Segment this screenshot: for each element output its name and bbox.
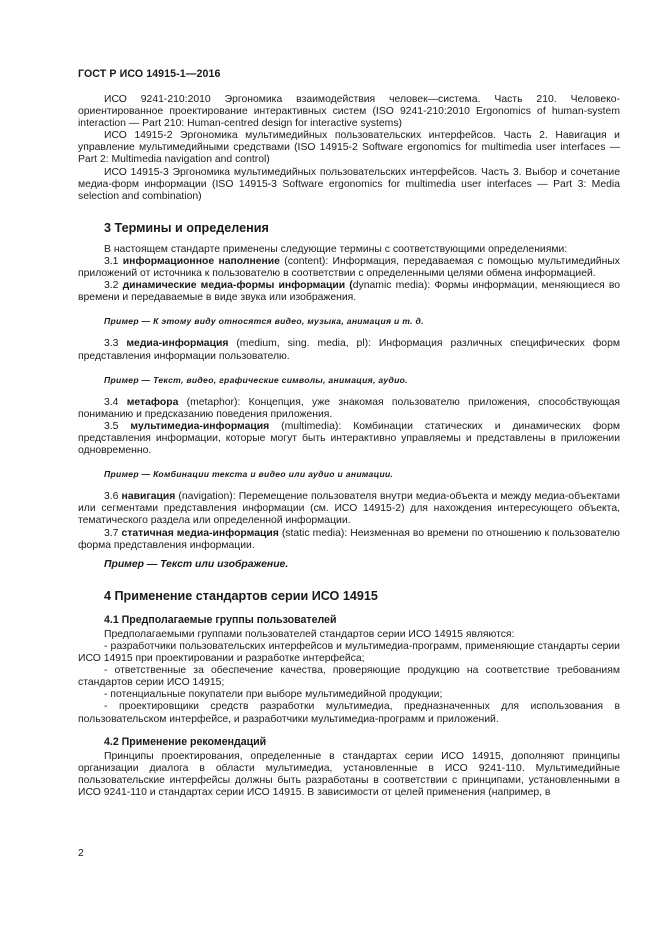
term-3-3: [78, 338, 620, 362]
section-4-heading: 4 Применение стандартов серии ИСО 14915: [104, 588, 378, 603]
term-definition: dynamic media): Формы информации, меняющиеся во времени и передаваемые в виде звука или изображения.: [78, 280, 621, 304]
term-definition: (metaphor): Концепция, уже знакомая пользователю приложения, способствующая пониманию и предсказанию поведения приложения.: [78, 396, 620, 420]
term-definition: (static media): Неизменная во времени по отношению к пользователю форма представления информации.: [78, 527, 620, 551]
list-item: - разработчики пользовательских интерфейсов и мультимедиа-программ, применяющие стандарты серии ИСО 14915 при проектировании и разработке интерфейса;: [78, 641, 620, 665]
reference-iso-14915-3: ИСО 14915-3 Эргономика мультимедийных пользовательских интерфейсов. Часть 3. Выбор и сочетание медиа-форм информации (ISO 14915-3 Software ergonomics for multimedia user interfaces — Part 3: Media selection and combination): [78, 166, 620, 202]
term-3-2: [78, 280, 620, 304]
term-name: динамические медиа-формы информации (: [122, 280, 353, 292]
term-name: медиа-информация: [126, 338, 229, 350]
list-item: - потенциальные покупатели при выборе мультимедийной продукции;: [104, 689, 443, 701]
term-definition: (multimedia): Комбинации статических и динамических форм представления информации, которые могут быть интерактивно управляемы и представлены в приложении одновременно.: [78, 420, 620, 457]
section-3-heading: 3 Термины и определения: [104, 220, 269, 235]
standard-header: ГОСТ Р ИСО 14915-1—2016: [78, 68, 221, 80]
term-3-7: [78, 528, 620, 552]
term-definition: (content): Информация, передаваемая с помощью мультимедийных приложений от источника к пользователю в соответствии с определенными целями обмена информацией.: [78, 255, 620, 280]
term-3-1: [78, 256, 620, 280]
term-3-4: [78, 397, 620, 421]
list-item: - проектировщики средств разработки мультимедиа, предназначенных для использования в пользовательском интерфейсе, и разработчики мультимедиа-программ и приложений.: [78, 701, 620, 725]
term-name: мультимедиа-информация: [130, 420, 270, 432]
term-name: статичная медиа-информация: [121, 527, 279, 539]
list-item: - ответственные за обеспечение качества, проверяющие продукцию на соответствие требованиям стандартов серии ИСО 14915;: [78, 665, 620, 689]
term-number: 3.5: [104, 420, 131, 432]
subsection-4-1-intro: Предполагаемыми группами пользователей стандартов серии ИСО 14915 являются:: [104, 628, 515, 640]
subsection-4-2-text: Принципы проектирования, определенные в стандартах серии ИСО 14915, дополняют принципы организации диалога в области мультимедиа, установленные в ИСО 9241-110. Мультимедийные пользовательские интерфейсы должны быть разработаны в соответствии с принципами, установленными в ИСО 9241-110 и стандартах серии ИСО 14915. В зависимости от целей применения (например, в: [78, 750, 620, 799]
term-number: 3.6: [104, 491, 122, 503]
reference-iso-9241-210: ИСО 9241-210:2010 Эргономика взаимодействия человек—система. Часть 210. Человеко-ориентированное проектирование интерактивных систем (ISO 9241-210:2010 Ergonomics of human-system interaction — Part 210: Human-centred design for interactive systems): [78, 94, 620, 130]
term-name: навигация: [121, 491, 176, 503]
example-3-5: Пример — Комбинации текста и видео или аудио и анимации.: [104, 469, 394, 480]
term-number: 3.7: [104, 527, 122, 539]
page-number: 2: [78, 848, 84, 859]
term-3-6: [78, 491, 620, 527]
reference-iso-14915-2: ИСО 14915-2 Эргономика мультимедийных пользовательских интерфейсов. Часть 2. Навигация и управление мультимедийными средствами (ISO 14915-2 Software ergonomics for multimedia user interfaces — Part 2: Multimedia navigation and control): [78, 130, 620, 166]
term-number: 3.4: [104, 396, 127, 408]
example-3-3: Пример — Текст, видео, графические символы, анимация, аудио.: [104, 374, 408, 385]
term-3-5: [78, 421, 620, 457]
page-content: [78, 94, 620, 799]
term-name: метафора: [126, 396, 179, 408]
subsection-4-1-heading: 4.1 Предполагаемые группы пользователей: [104, 613, 337, 626]
term-definition: (navigation): Перемещение пользователя внутри медиа-объекта и между медиа-объектами или сегментами представления информации (см. ИСО 14915-2) для нахождения интересующего объекта, тематического раздела или определенной информации.: [78, 491, 620, 527]
example-3-7: Пример — Текст или изображение.: [104, 558, 289, 570]
subsection-4-2-heading: 4.2 Применение рекомендаций: [104, 735, 267, 748]
term-number: 3.3: [104, 338, 127, 350]
term-number: 3.1: [104, 255, 123, 267]
section-3-intro: В настоящем стандарте применены следующие термины с соответствующими определениями:: [104, 243, 568, 255]
term-name: информационное наполнение: [122, 255, 280, 267]
term-number: 3.2: [104, 280, 123, 292]
example-3-2: Пример — К этому виду относятся видео, музыка, анимация и т. д.: [104, 316, 424, 327]
term-definition: (medium, sing. media, pl): Информация различных специфических форм представления информации пользователю.: [78, 338, 620, 362]
